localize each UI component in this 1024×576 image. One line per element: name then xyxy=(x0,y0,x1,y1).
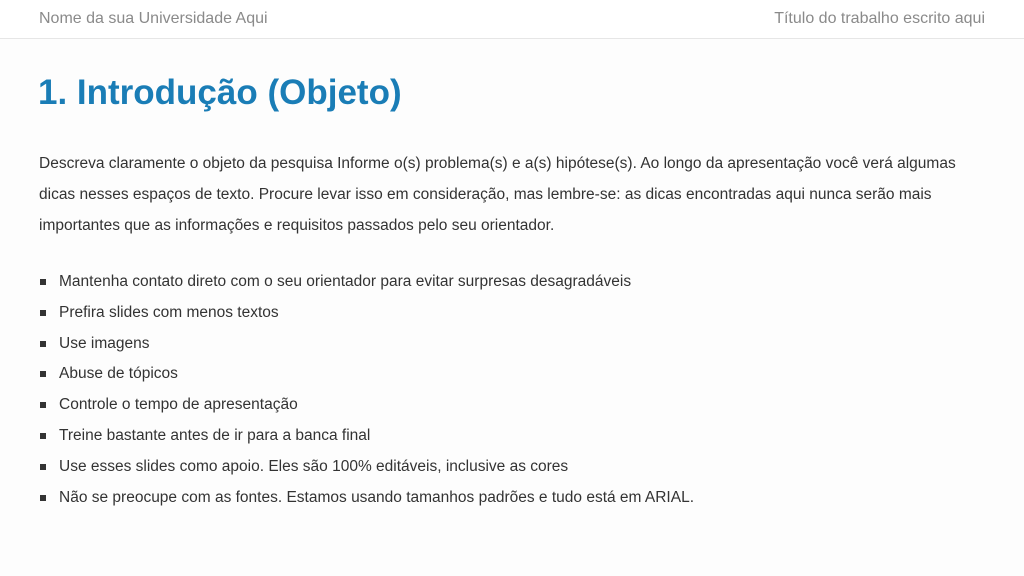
list-item xyxy=(39,421,694,452)
list-item-text: Abuse de tópicos xyxy=(59,365,178,383)
slide-header xyxy=(0,0,1024,39)
bullet-square-icon xyxy=(40,341,46,347)
list-item-text: Mantenha contato direto com o seu orientador para evitar surpresas desagradáveis xyxy=(59,273,632,290)
intro-paragraph: Descreva claramente o objeto da pesquisa Informe o(s) problema(s) e a(s) hipótese(s). Ao longo da apresentação você verá algumas dicas nesses espaços de texto. Procure levar isso em consideração, mas lembre-se: as dicas encontradas aqui nunca serão mais importantes que as informações e requisitos passados pelo seu orientador. xyxy=(39,155,956,234)
bullet-square-icon xyxy=(40,433,46,439)
page-title: 1. Introdução (Objeto) xyxy=(38,73,402,112)
list-item xyxy=(39,267,694,298)
bullet-square-icon xyxy=(40,310,46,316)
list-item xyxy=(39,390,694,421)
bullet-square-icon xyxy=(40,402,46,408)
list-item-text: Use imagens xyxy=(59,334,150,352)
bullet-square-icon xyxy=(40,495,46,501)
list-item-text: Treine bastante antes de ir para a banca final xyxy=(59,426,371,444)
bullet-square-icon xyxy=(40,464,46,470)
list-item xyxy=(39,452,694,483)
bullet-square-icon xyxy=(40,279,46,285)
list-item xyxy=(39,329,694,360)
list-item-text: Não se preocupe com as fontes. Estamos usando tamanhos padrões e tudo está em ARIAL. xyxy=(59,488,695,506)
university-name: Nome da sua Universidade Aqui xyxy=(39,10,268,27)
list-item xyxy=(39,359,694,390)
list-item-text: Use esses slides como apoio. Eles são 100% editáveis, inclusive as cores xyxy=(59,457,569,475)
bullet-square-icon xyxy=(40,371,46,377)
list-item-text: Controle o tempo de apresentação xyxy=(59,396,298,414)
work-title: Título do trabalho escrito aqui xyxy=(774,10,985,27)
list-item xyxy=(39,298,694,329)
tips-list xyxy=(39,267,694,513)
list-item xyxy=(39,483,694,514)
list-item-text: Prefira slides com menos textos xyxy=(59,303,279,321)
